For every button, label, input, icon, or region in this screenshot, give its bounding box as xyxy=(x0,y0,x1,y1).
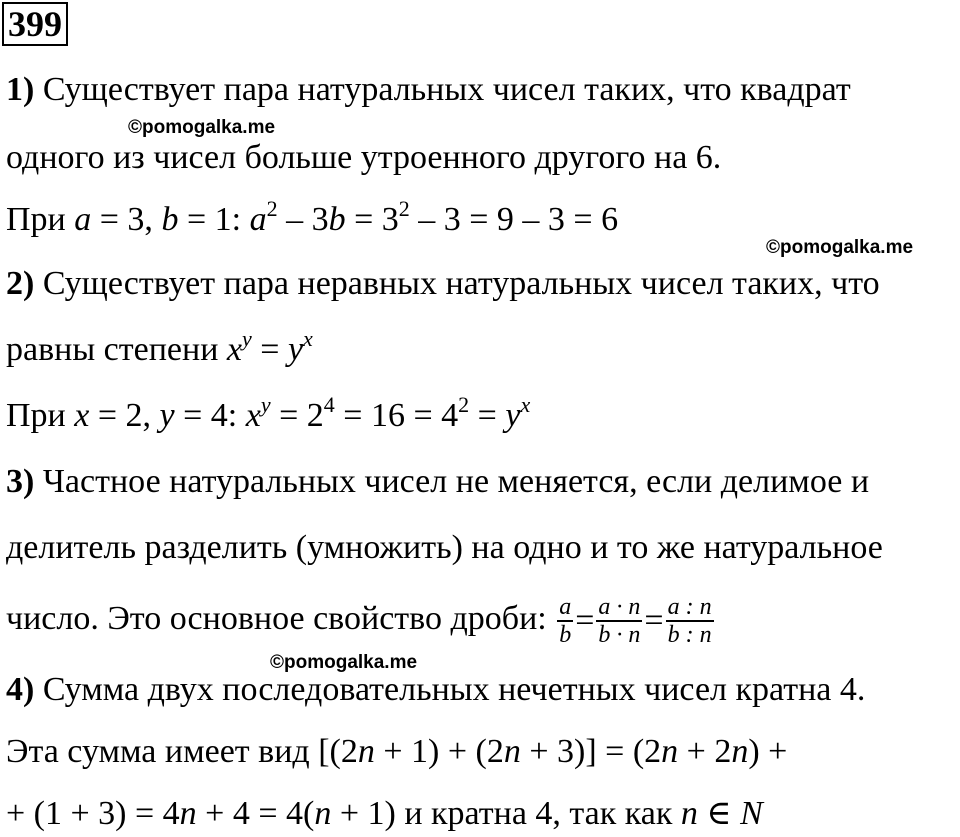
ex-var-x: x xyxy=(74,397,90,434)
expr-rest1: – 3 xyxy=(277,201,329,238)
item3-text-line3: число. Это основное свойство дроби: xyxy=(6,599,556,637)
fraction-div xyxy=(666,594,714,648)
ex2-exp-y: y xyxy=(260,392,271,417)
item3-text-line1: Частное натуральных чисел не меняется, если делимое и xyxy=(34,463,870,500)
exp-x: x xyxy=(303,326,313,351)
var-a: a xyxy=(74,201,92,238)
f2-bot: b · n xyxy=(598,622,641,648)
item1-example-mid2: = 1: xyxy=(178,201,250,238)
item2-example xyxy=(6,392,531,436)
item2-line1 xyxy=(6,264,880,304)
item4-line1 xyxy=(6,670,865,710)
item4-l3b: + 4 = 4( xyxy=(196,795,315,832)
item1-example xyxy=(6,196,619,240)
item2-text-line2: равны степени xyxy=(6,331,227,368)
item2-line2 xyxy=(6,326,313,370)
eq-sign: = xyxy=(251,331,288,368)
var-n-5: n xyxy=(179,795,197,832)
item4-label: 4) xyxy=(6,671,35,708)
expr-rest3: – 3 = 9 – 3 = 6 xyxy=(409,201,619,238)
f1-top: a xyxy=(559,594,572,620)
ex2-exp2: 2 xyxy=(458,392,470,417)
item4-line3 xyxy=(6,794,763,834)
item1-label: 1) xyxy=(6,71,35,108)
ex2-mid3: = xyxy=(469,397,506,434)
ex2-var-x: x xyxy=(245,397,261,434)
item3-line1 xyxy=(6,462,869,502)
var-n-6: n xyxy=(314,795,332,832)
exp-y: y xyxy=(242,326,252,351)
item1-line2: одного из чисел больше утроенного другого на 6. xyxy=(6,139,722,176)
item4-l2e: ) + xyxy=(748,733,788,770)
frac-eq2: = xyxy=(644,602,664,639)
item4-l2d: + 2 xyxy=(678,733,732,770)
var-x: x xyxy=(226,331,242,368)
watermark-2: ©pomogalka.me xyxy=(766,237,914,258)
item3-line2: делитель разделить (умножить) на одно и то же натуральное xyxy=(6,529,883,566)
ex-y-val: = 4: xyxy=(174,397,246,434)
item1-line1 xyxy=(6,70,851,110)
frac-eq1: = xyxy=(575,602,595,639)
watermark-1: ©pomogalka.me xyxy=(128,117,276,138)
ex2-mid2: = 16 = 4 xyxy=(334,397,459,434)
item4-l2c: + 3)] = (2 xyxy=(520,733,662,770)
item2-text-line1: Существует пара неравных натуральных чисел таких, что xyxy=(34,265,880,302)
var-n-7: n xyxy=(680,795,698,832)
ex2-mid1: = 2 xyxy=(270,397,324,434)
set-N: N xyxy=(740,795,763,832)
f3-bot: b : n xyxy=(667,622,712,648)
var-n-3: n xyxy=(661,733,679,770)
expr-rest2: = 3 xyxy=(345,201,399,238)
item4-l3c: + 1) и кратна 4, так как xyxy=(331,795,681,832)
item4-l2b: + 1) + (2 xyxy=(374,733,504,770)
item4-text-line1: Сумма двух последовательных нечетных чисел кратна 4. xyxy=(34,671,866,708)
fraction-a-b xyxy=(557,594,573,648)
item2-example-prefix: При xyxy=(6,397,75,434)
ex2-var-y: y xyxy=(505,397,521,434)
expr-var-b: b xyxy=(328,201,346,238)
f2-top: a · n xyxy=(598,594,641,620)
item4-l3d: ∈ xyxy=(697,795,741,832)
exp-a: 2 xyxy=(266,196,278,221)
exp-3: 2 xyxy=(398,196,410,221)
problem-number: 399 xyxy=(2,2,68,46)
item1-example-mid1: = 3, xyxy=(91,201,162,238)
var-n-1: n xyxy=(357,733,375,770)
item4-line2 xyxy=(6,732,787,772)
fraction-mul xyxy=(596,594,642,648)
ex2-exp4: 4 xyxy=(323,392,335,417)
item4-l3a: + (1 + 3) = 4 xyxy=(6,795,180,832)
ex-x-val: = 2, xyxy=(89,397,160,434)
f3-top: a : n xyxy=(667,594,712,620)
var-y: y xyxy=(287,331,304,368)
item1-example-prefix: При xyxy=(6,201,75,238)
item2-label: 2) xyxy=(6,265,35,302)
watermark-3: ©pomogalka.me xyxy=(270,652,418,673)
item3-label: 3) xyxy=(6,463,35,500)
item4-l2a: Эта сумма имеет вид [(2 xyxy=(6,733,358,770)
item1-text-line1: Существует пара натуральных чисел таких, что квадрат xyxy=(34,71,851,108)
item3-line3 xyxy=(6,594,716,648)
var-n-4: n xyxy=(731,733,749,770)
ex-var-y: y xyxy=(159,397,175,434)
var-n-2: n xyxy=(503,733,521,770)
f1-bot: b xyxy=(559,622,572,648)
var-b: b xyxy=(161,201,179,238)
ex2-exp-x: x xyxy=(520,392,531,417)
expr-var-a: a xyxy=(249,201,267,238)
